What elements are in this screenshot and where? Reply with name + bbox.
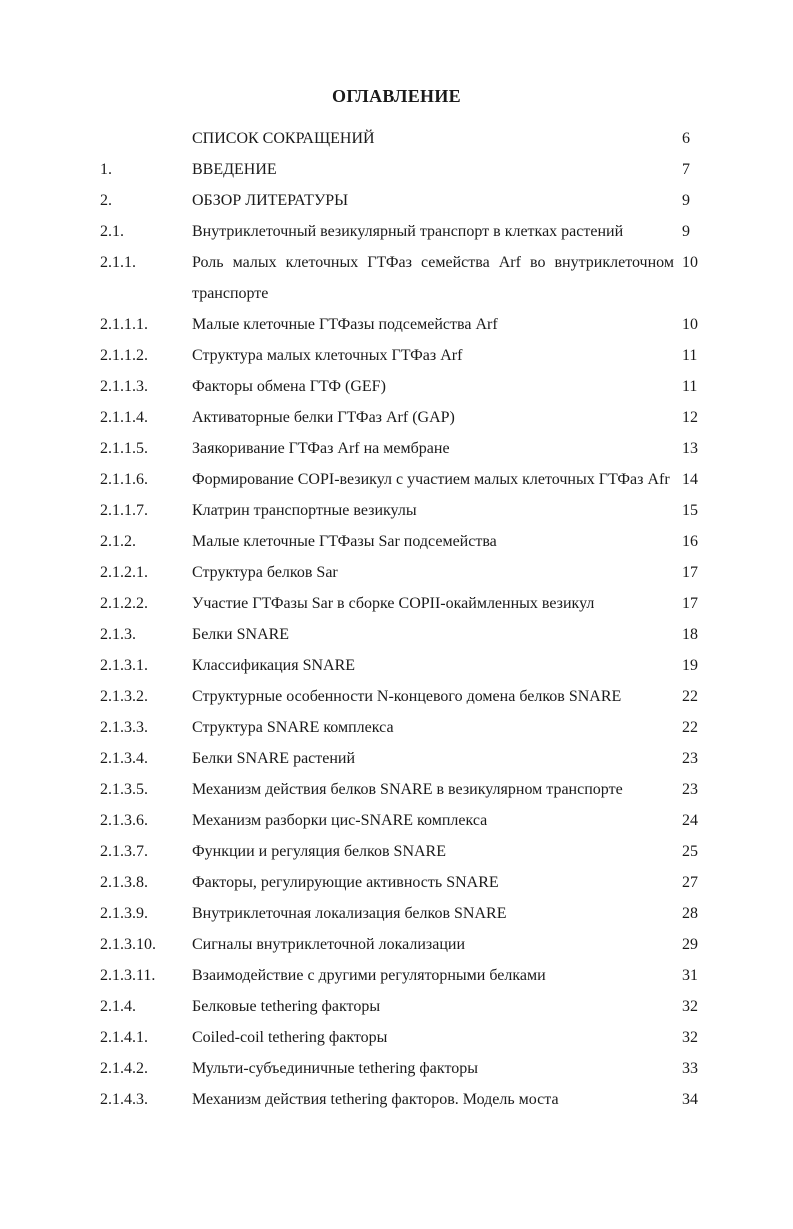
toc-entry: [0, 526, 793, 557]
toc-entry-title: Роль малых клеточных ГТФаз семейства Arf во внутриклеточном транспорте: [192, 254, 674, 302]
toc-entry: [0, 619, 793, 650]
toc-entry-title: Coiled-coil tethering факторы: [192, 1029, 388, 1046]
toc-entry-title: ОБЗОР ЛИТЕРАТУРЫ: [192, 192, 349, 209]
toc-entry-number: 2.1.1.7.: [100, 502, 148, 519]
toc-entry-title: Белки SNARE растений: [192, 750, 356, 767]
toc-entry: [0, 867, 793, 898]
toc-entry: [0, 681, 793, 712]
toc-entry-title: Внутриклеточная локализация белков SNARE: [192, 905, 507, 922]
toc-entry-title: Сигналы внутриклеточной локализации: [192, 936, 466, 953]
toc-entry-page: 6: [682, 130, 690, 147]
toc-entry-page: 31: [682, 967, 698, 984]
toc-entry-number: 2.1.1.5.: [100, 440, 148, 457]
toc-entry: [0, 898, 793, 929]
toc-entry-number: 2.1.2.2.: [100, 595, 148, 612]
toc-entry-number: 2.1.4.1.: [100, 1029, 148, 1046]
toc-entry-number: 2.1.1.3.: [100, 378, 148, 395]
toc-entry: [0, 557, 793, 588]
page-title: ОГЛАВЛЕНИЕ: [332, 86, 461, 106]
toc-entry-number: 2.1.2.: [100, 533, 136, 550]
toc-entry-title: Внутриклеточный везикулярный транспорт в клетках растений: [192, 223, 624, 240]
toc-entry-title: СПИСОК СОКРАЩЕНИЙ: [192, 130, 375, 147]
toc-entry-title: Классификация SNARE: [192, 657, 356, 674]
toc-entry-page: 23: [682, 781, 698, 798]
toc-entry-number: 2.1.3.11.: [100, 967, 156, 984]
toc-entry-page: 11: [682, 378, 698, 395]
toc-entry: [0, 185, 793, 216]
toc-entry-number: 2.1.3.1.: [100, 657, 148, 674]
toc-entry: [0, 247, 793, 309]
toc-entry-number: 2.1.3.2.: [100, 688, 148, 705]
toc-entry: [0, 650, 793, 681]
toc-entry: [0, 340, 793, 371]
toc-entry-title: Белки SNARE: [192, 626, 290, 643]
toc-entry-page: 33: [682, 1060, 698, 1077]
toc-entry-title: Клатрин транспортные везикулы: [192, 502, 417, 519]
table-of-contents: [0, 123, 793, 1115]
toc-entry-number: 2.1.3.3.: [100, 719, 148, 736]
toc-entry: [0, 309, 793, 340]
toc-entry-title: Механизм разборки цис-SNARE комплекса: [192, 812, 488, 829]
toc-entry: [0, 836, 793, 867]
toc-entry-number: 2.1.3.9.: [100, 905, 148, 922]
toc-entry-number: 2.1.4.2.: [100, 1060, 148, 1077]
toc-entry: [0, 154, 793, 185]
toc-entry-title: Формирование COPI-везикул с участием малых клеточных ГТФаз Afr: [192, 471, 670, 488]
toc-entry-number: 2.1.3.5.: [100, 781, 148, 798]
toc-entry-page: 32: [682, 1029, 698, 1046]
toc-entry-title: Малые клеточные ГТФазы Sar подсемейства: [192, 533, 497, 550]
toc-entry: [0, 433, 793, 464]
toc-entry: [0, 743, 793, 774]
toc-entry-page: 12: [682, 409, 698, 426]
toc-entry-number: 2.1.1.2.: [100, 347, 148, 364]
toc-entry-title: Малые клеточные ГТФазы подсемейства Arf: [192, 316, 498, 333]
toc-entry: [0, 123, 793, 154]
toc-entry-title: Функции и регуляция белков SNARE: [192, 843, 446, 860]
toc-entry-title: Факторы обмена ГТФ (GEF): [192, 378, 386, 395]
toc-entry-title: Механизм действия белков SNARE в везикулярном транспорте: [192, 781, 623, 798]
toc-entry-number: 2.1.3.6.: [100, 812, 148, 829]
toc-entry-number: 2.: [100, 192, 112, 209]
toc-entry-page: 24: [682, 812, 698, 829]
toc-entry-number: 2.1.: [100, 223, 124, 240]
toc-entry: [0, 774, 793, 805]
toc-entry-title: Структура малых клеточных ГТФаз Arf: [192, 347, 463, 364]
toc-entry-number: 2.1.3.10.: [100, 936, 156, 953]
toc-entry-title: ВВЕДЕНИЕ: [192, 161, 277, 178]
toc-entry: [0, 588, 793, 619]
toc-entry-page: 25: [682, 843, 698, 860]
toc-entry: [0, 1053, 793, 1084]
toc-entry-title: Активаторные белки ГТФаз Arf (GAP): [192, 409, 455, 426]
toc-entry-page: 28: [682, 905, 698, 922]
toc-entry-page: 10: [682, 316, 698, 333]
toc-entry-page: 18: [682, 626, 698, 643]
toc-entry-number: 2.1.3.8.: [100, 874, 148, 891]
toc-entry: [0, 805, 793, 836]
toc-entry-title: Механизм действия tethering факторов. Модель моста: [192, 1091, 559, 1108]
toc-entry: [0, 960, 793, 991]
toc-entry: [0, 216, 793, 247]
toc-entry: [0, 991, 793, 1022]
toc-entry-number: 2.1.1.6.: [100, 471, 148, 488]
toc-entry-page: 15: [682, 502, 698, 519]
toc-entry-title: Взаимодействие с другими регуляторными белками: [192, 967, 546, 984]
toc-entry-number: 2.1.3.7.: [100, 843, 148, 860]
toc-entry-title: Мульти-субъединичные tethering факторы: [192, 1060, 478, 1077]
toc-entry-page: 32: [682, 998, 698, 1015]
toc-entry-number: 2.1.4.: [100, 998, 136, 1015]
toc-entry-page: 27: [682, 874, 698, 891]
toc-entry-page: 11: [682, 347, 698, 364]
toc-entry-page: 10: [682, 254, 698, 271]
toc-entry-number: 2.1.2.1.: [100, 564, 148, 581]
toc-entry-title: Структурные особенности N-концевого домена белков SNARE: [192, 688, 622, 705]
toc-entry-title: Факторы, регулирующие активность SNARE: [192, 874, 499, 891]
toc-entry-number: 2.1.1.: [100, 254, 136, 271]
toc-entry-page: 19: [682, 657, 698, 674]
toc-entry: [0, 712, 793, 743]
toc-entry-page: 23: [682, 750, 698, 767]
toc-entry-number: 2.1.4.3.: [100, 1091, 148, 1108]
toc-entry-page: 17: [682, 564, 698, 581]
toc-entry: [0, 929, 793, 960]
toc-entry-page: 9: [682, 223, 690, 240]
toc-entry-number: 2.1.3.4.: [100, 750, 148, 767]
toc-entry: [0, 1084, 793, 1115]
toc-entry-number: 2.1.1.1.: [100, 316, 148, 333]
toc-entry-number: 1.: [100, 161, 112, 178]
toc-entry: [0, 402, 793, 433]
toc-entry-number: 2.1.1.4.: [100, 409, 148, 426]
toc-entry-page: 22: [682, 688, 698, 705]
toc-entry-page: 17: [682, 595, 698, 612]
toc-entry-page: 16: [682, 533, 698, 550]
toc-entry: [0, 371, 793, 402]
toc-entry-title: Участие ГТФазы Sar в сборке COPII-окаймленных везикул: [192, 595, 595, 612]
toc-entry: [0, 464, 793, 495]
toc-entry-title: Белковые tethering факторы: [192, 998, 381, 1015]
toc-entry-title: Структура SNARE комплекса: [192, 719, 394, 736]
toc-entry-page: 9: [682, 192, 690, 209]
toc-entry-number: 2.1.3.: [100, 626, 136, 643]
toc-entry-page: 13: [682, 440, 698, 457]
toc-entry: [0, 495, 793, 526]
toc-entry-page: 34: [682, 1091, 698, 1108]
toc-entry-title: Заякоривание ГТФаз Arf на мембране: [192, 440, 450, 457]
toc-entry-page: 14: [682, 471, 698, 488]
toc-entry-page: 22: [682, 719, 698, 736]
toc-entry: [0, 1022, 793, 1053]
toc-entry-page: 29: [682, 936, 698, 953]
toc-entry-page: 7: [682, 161, 690, 178]
toc-entry-title: Структура белков Sar: [192, 564, 338, 581]
